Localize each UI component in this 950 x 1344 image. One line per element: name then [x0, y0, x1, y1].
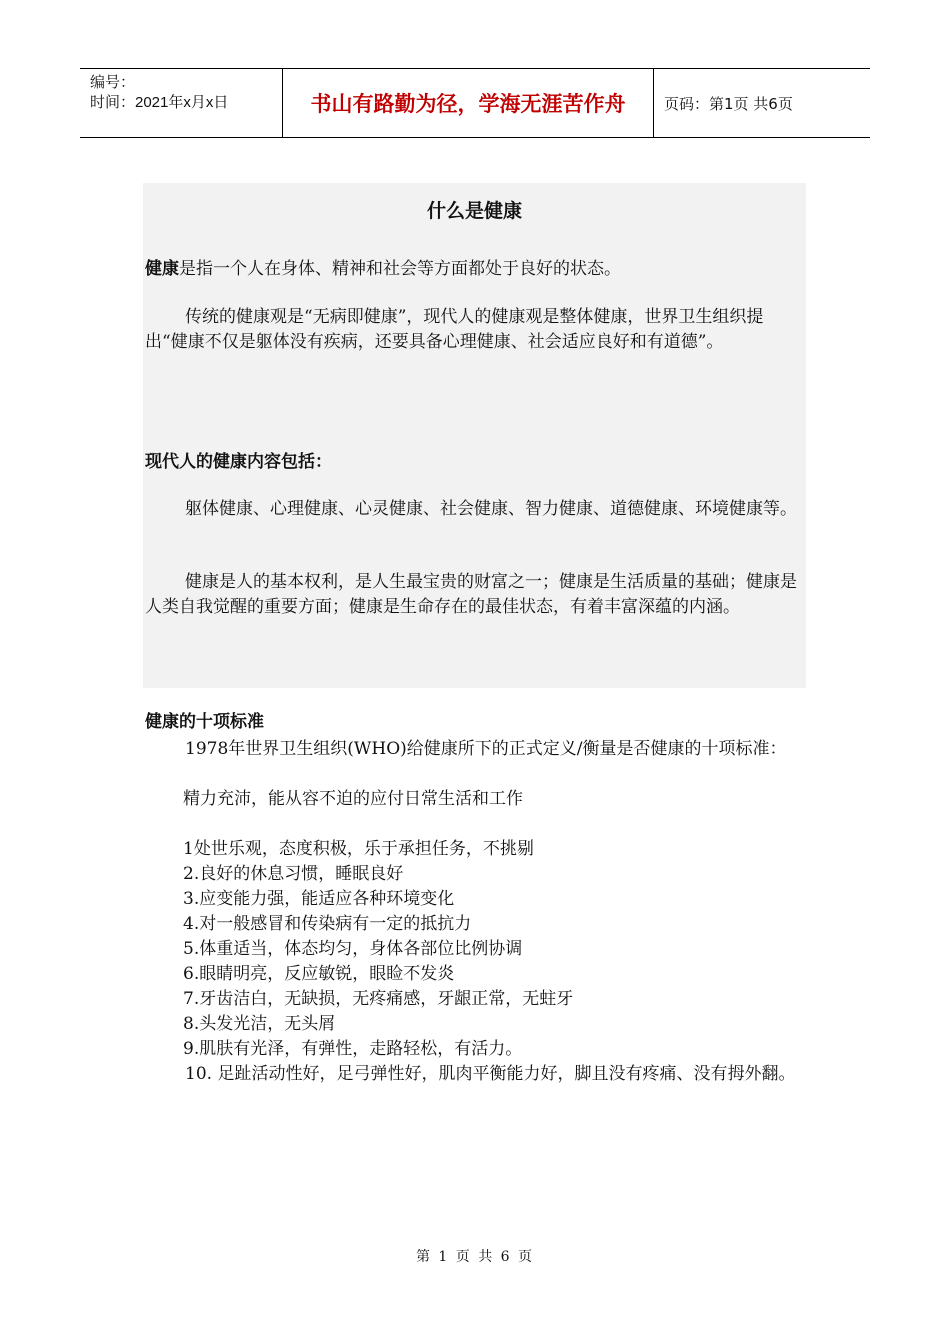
standard-item-10: 10. 足趾活动性好，足弓弹性好，肌肉平衡能力好，脚且没有疼痛、没有拇外翻。	[185, 1064, 796, 1084]
number-label: 编号：	[90, 74, 136, 91]
standard-first-line: 精力充沛，能从容不迫的应付日常生活和工作	[183, 789, 523, 809]
header-motto: 书山有路勤为径，学海无涯苦作舟	[282, 69, 654, 137]
standard-item: 2.良好的休息习惯，睡眠良好	[183, 864, 404, 884]
page-header	[80, 68, 870, 138]
standard-item: 6.眼睛明亮，反应敏锐，眼睑不发炎	[183, 964, 455, 984]
paragraph-who-definition: 1978年世界卫生组织(WHO)给健康所下的正式定义/衡量是否健康的十项标准：	[185, 739, 787, 759]
standard-item: 9.肌肤有光泽，有弹性，走路轻松，有活力。	[183, 1039, 523, 1059]
page-title: 什么是健康	[426, 200, 522, 222]
standard-item: 7.牙齿洁白，无缺损，无疼痛感，牙龈正常，无蛀牙	[183, 989, 574, 1009]
date-label: 时间：2021年x月x日	[90, 94, 229, 111]
standard-item: 8.头发光洁，无头屑	[183, 1014, 336, 1034]
heading-modern-health: 现代人的健康内容包括：	[145, 452, 332, 472]
paragraph-health-rights: 健康是人的基本权利，是人生最宝贵的财富之一；健康是生活质量的基础；健康是人类自我觉醒的重要方面；健康是生命存在的最佳状态，有着丰富深蕴的内涵。	[145, 572, 797, 617]
standard-item: 4.对一般感冒和传染病有一定的抵抗力	[183, 914, 472, 934]
paragraph-health-types: 躯体健康、心理健康、心灵健康、社会健康、智力健康、道德健康、环境健康等。	[185, 499, 797, 519]
intro-text: 是指一个人在身体、精神和社会等方面都处于良好的状态。	[179, 259, 621, 279]
paragraph-traditional-view: 传统的健康观是“无病即健康”，现代人的健康观是整体健康，世界卫生组织提出“健康不仅是躯体没有疾病，还要具备心理健康、社会适应良好和有道德”。	[145, 307, 764, 352]
heading-ten-standards: 健康的十项标准	[145, 712, 264, 732]
header-meta	[80, 69, 282, 137]
standard-item: 5.体重适当，体态均匀，身体各部位比例协调	[183, 939, 523, 959]
page-footer: 第 1 页 共 6 页	[415, 1249, 535, 1265]
standard-item: 1处世乐观，态度积极，乐于承担任务，不挑剔	[183, 839, 534, 859]
header-page-info: 页码：第1页 共6页	[664, 94, 793, 113]
intro-paragraph	[145, 257, 805, 282]
standard-item: 3.应变能力强，能适应各种环境变化	[183, 889, 455, 909]
intro-bold-term: 健康	[145, 259, 179, 279]
